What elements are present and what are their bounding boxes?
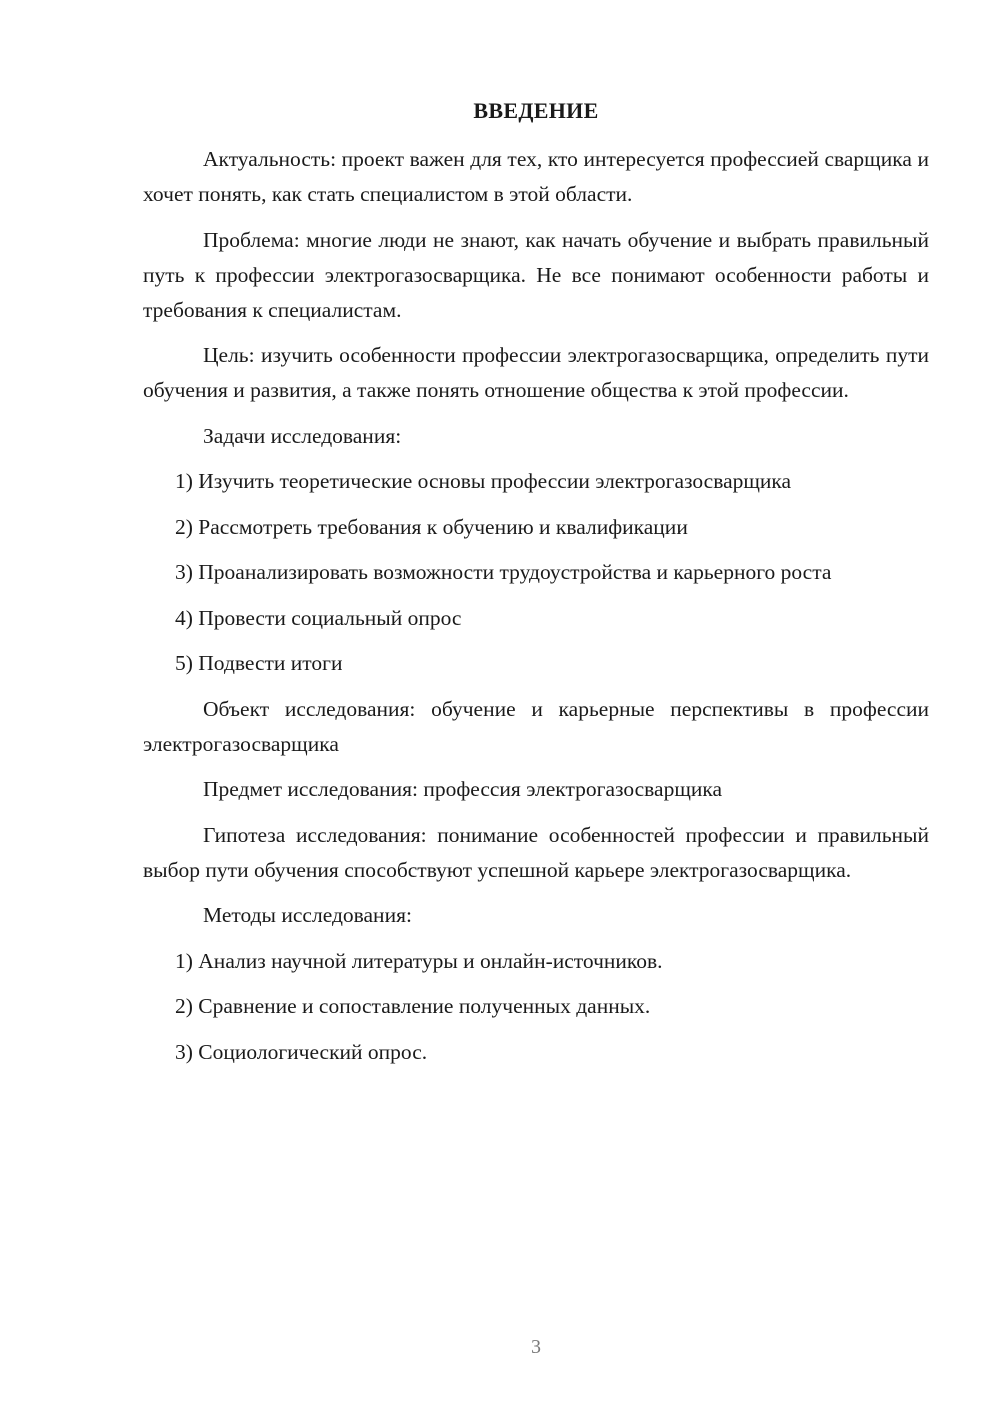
task-item-2: 2) Рассмотреть требования к обучению и квалификации: [175, 514, 688, 539]
object-paragraph: Объект исследования: обучение и карьерные перспективы в профессии электрогазосварщика: [143, 696, 929, 756]
subject-paragraph: Предмет исследования: профессия электрогазосварщика: [203, 777, 723, 801]
relevance-paragraph: Актуальность: проект важен для тех, кто интересуется профессией сварщика и хочет понять, как стать специалистом в этой области.: [143, 147, 929, 206]
goal-paragraph: Цель: изучить особенности профессии электрогазосварщика, определить пути обучения и развития, а также понять отношение общества к этой профессии.: [143, 343, 929, 402]
task-item-5: 5) Подвести итоги: [175, 651, 343, 675]
document-body: [143, 142, 929, 1080]
methods-heading: Методы исследования:: [203, 903, 412, 927]
task-item-1: 1) Изучить теоретические основы профессии электрогазосварщика: [175, 469, 792, 493]
method-item-3: 3) Социологический опрос.: [175, 1039, 428, 1064]
problem-paragraph: Проблема: многие люди не знают, как начать обучение и выбрать правильный путь к профессии электрогазосварщика. Не все понимают особенности работы и требования к специалистам.: [143, 227, 929, 322]
hypothesis-paragraph: Гипотеза исследования: понимание особенностей профессии и правильный выбор пути обучения способствуют успешной карьере электрогазосварщика.: [143, 822, 929, 882]
method-item-1: 1) Анализ научной литературы и онлайн-источников.: [175, 948, 663, 973]
task-item-4: 4) Провести социальный опрос: [175, 605, 462, 630]
document-page: [143, 0, 929, 1414]
tasks-heading: Задачи исследования:: [203, 423, 402, 448]
page-number: 3: [531, 1336, 541, 1358]
method-item-2: 2) Сравнение и сопоставление полученных данных.: [175, 994, 651, 1018]
page-title: ВВЕДЕНИЕ: [473, 98, 599, 123]
task-item-3: 3) Проанализировать возможности трудоустройства и карьерного роста: [175, 560, 832, 584]
